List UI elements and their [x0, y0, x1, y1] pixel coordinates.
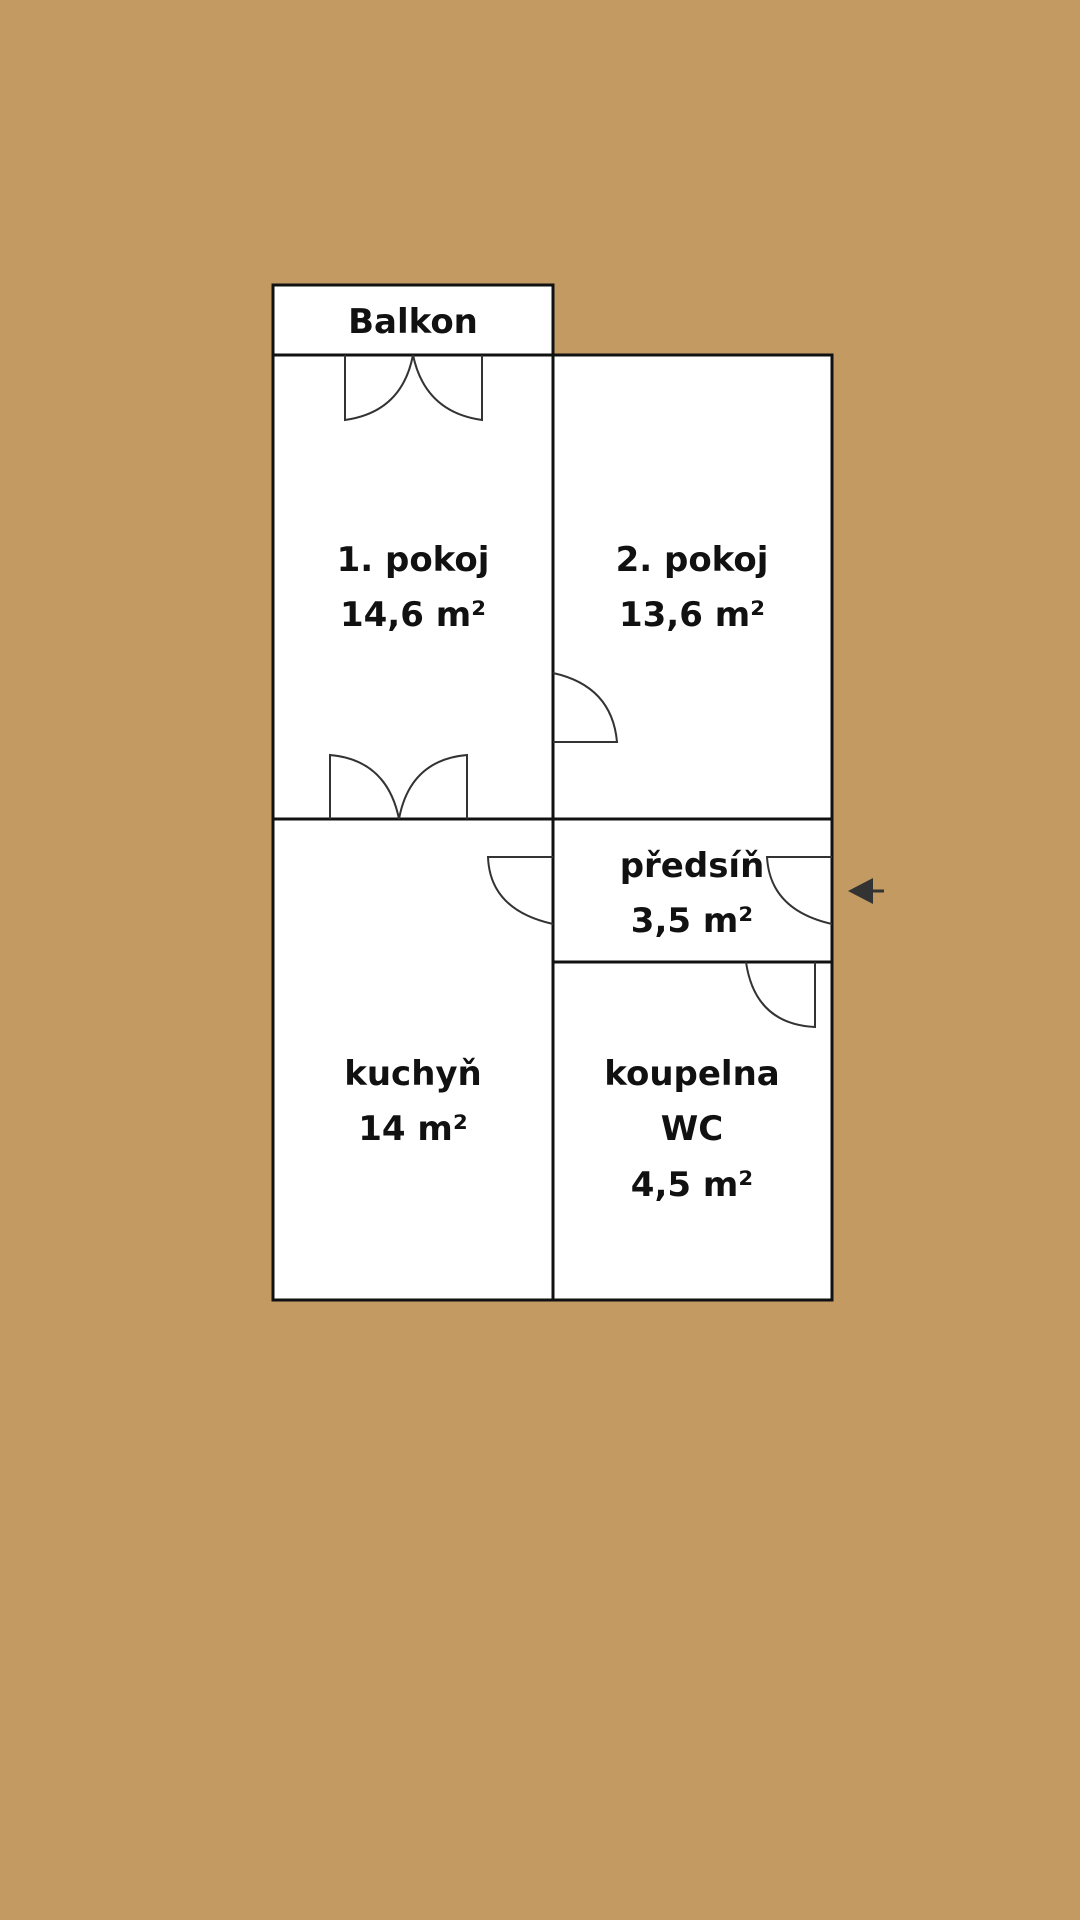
label-pokoj1-name: 1. pokoj [336, 540, 490, 580]
rooms [273, 285, 832, 1300]
label-predsin-name: předsíň [619, 846, 765, 886]
label-pokoj1-area: 14,6 m² [339, 595, 487, 635]
label-kuchyn-area: 14 m² [358, 1109, 468, 1149]
label-balkon: Balkon [348, 302, 478, 342]
room-pokoj1 [273, 355, 553, 819]
label-pokoj2-name: 2. pokoj [615, 540, 769, 580]
label-pokoj2-area: 13,6 m² [618, 595, 766, 635]
entrance-arrow-icon [848, 878, 884, 904]
label-koupelna-sub: WC [660, 1109, 724, 1149]
label-koupelna-name: koupelna [604, 1054, 780, 1094]
room-pokoj2 [553, 355, 832, 819]
label-predsin-area: 3,5 m² [630, 901, 754, 941]
label-kuchyn-name: kuchyň [344, 1054, 482, 1094]
label-koupelna-area: 4,5 m² [630, 1165, 754, 1205]
